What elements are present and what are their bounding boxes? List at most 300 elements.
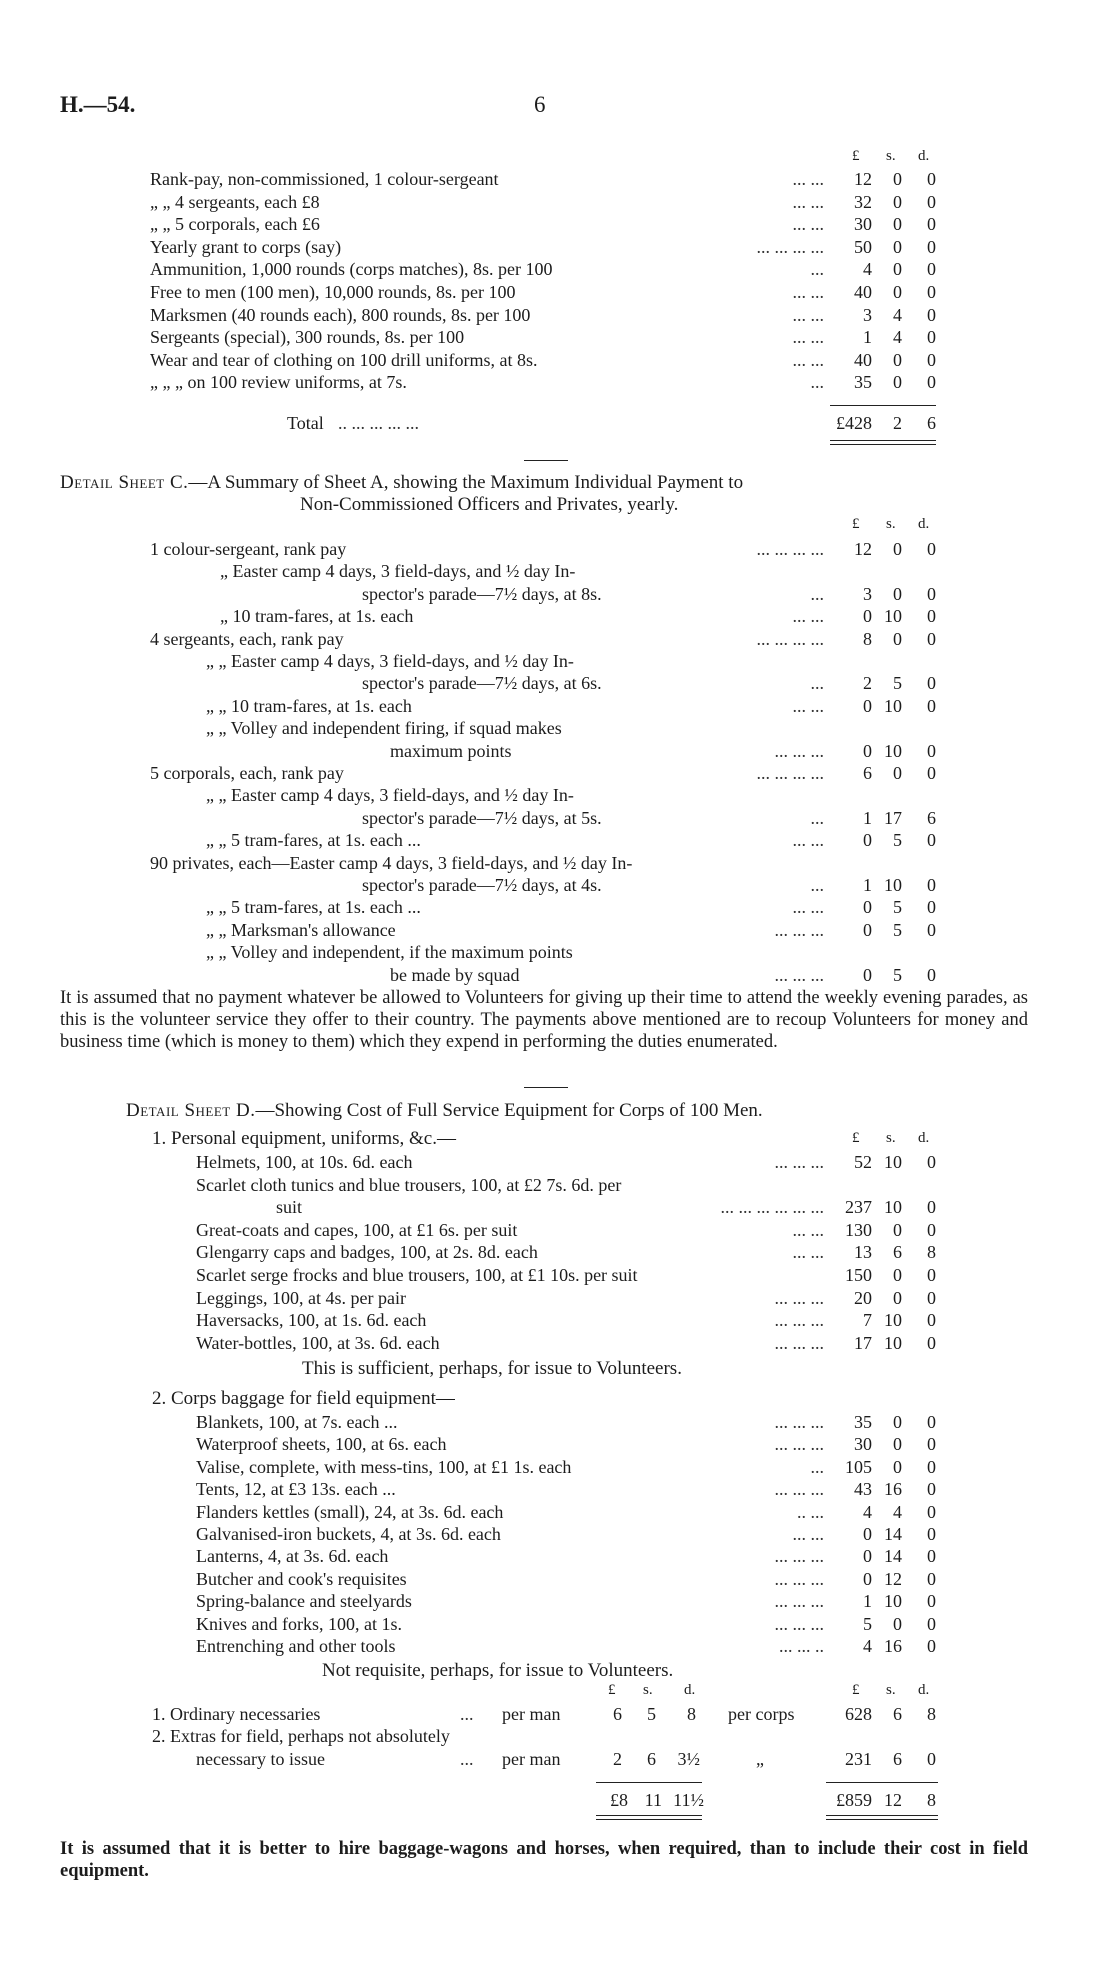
- ledger-row: [0, 1241, 1114, 1263]
- leader-dots: ... ...: [792, 897, 824, 918]
- ledger-row: [0, 896, 1114, 918]
- ledger-row: [0, 560, 1114, 582]
- pence-value: 0: [927, 1568, 936, 1589]
- leader-dots: ... ... ... ...: [756, 539, 824, 559]
- section-1-note: This is sufficient, perhaps, for issue to Volunteers.: [302, 1358, 682, 1379]
- per-corps-sum-rule: [826, 1782, 938, 1783]
- row-label: Scarlet serge frocks and blue trousers, 100, at £1 10s. per suit: [196, 1265, 638, 1285]
- pounds-value: 32: [854, 191, 872, 212]
- pounds-value: 35: [854, 1412, 872, 1432]
- leader-dots: ... ... ...: [774, 1479, 824, 1500]
- per-man-shillings-header: s.: [643, 1682, 653, 1698]
- row-label: „ Easter camp 4 days, 3 field-days, and ½ day In-: [220, 561, 576, 582]
- section-2-title: 2. Corps baggage for field equipment—: [152, 1388, 455, 1409]
- ledger-row: [0, 1590, 1114, 1612]
- total-double-rule: [830, 440, 936, 445]
- row-label: „ „ Easter camp 4 days, 3 field-days, and ½ day In-: [206, 785, 574, 806]
- leader-dots: ...: [460, 1704, 474, 1724]
- per-corps-pence: 8: [927, 1704, 936, 1724]
- pounds-value: 20: [854, 1287, 872, 1308]
- shillings-value: 0: [893, 1412, 902, 1432]
- leader-dots: ... ...: [792, 695, 824, 716]
- pounds-value: 0: [863, 1568, 872, 1589]
- document-reference: H.—54.: [60, 92, 136, 117]
- row-label: Yearly grant to corps (say): [150, 236, 342, 257]
- shillings-value: 5: [893, 673, 902, 694]
- pounds-value: 30: [854, 1434, 872, 1455]
- shillings-value: 17: [884, 807, 902, 828]
- shillings-value: 5: [893, 919, 902, 940]
- pence-value: 8: [927, 1242, 936, 1263]
- summary-total-row: [0, 1789, 1114, 1811]
- row-label: Entrenching and other tools: [196, 1636, 396, 1656]
- pence-value: 0: [927, 606, 936, 627]
- row-label: 4 sergeants, each, rank pay: [150, 628, 344, 649]
- pence-value: 0: [927, 1310, 936, 1331]
- leader-dots: ... ... ...: [774, 1310, 824, 1331]
- ledger-row: [0, 191, 1114, 213]
- pounds-value: 43: [854, 1479, 872, 1500]
- row-label: spector's parade—7½ days, at 5s.: [362, 807, 602, 828]
- shillings-value: 0: [893, 1456, 902, 1477]
- leader-dots: ... ... ... ...: [756, 628, 824, 649]
- row-label: spector's parade—7½ days, at 6s.: [362, 673, 602, 694]
- sheet-d-heading: [126, 1100, 763, 1122]
- per-corps-pounds-header: £: [852, 1682, 860, 1698]
- sheet-c-note: It is assumed that no payment whatever be allowed to Volunteers for giving up their time to attend the weekly evening parades, as this is the volunteer service they offer to their country. The payments above mentioned are to recoup Volunteers for money and business time (which is money to them) which they expend in performing the duties enumerated.: [60, 988, 1028, 1052]
- ledger-row: [0, 1332, 1114, 1354]
- shillings-value: 5: [893, 964, 902, 985]
- row-label: „ „ Volley and independent, if the maximum points: [206, 942, 573, 963]
- leader-dots: ...: [810, 259, 824, 280]
- per-man-total-shillings: 11: [644, 1790, 662, 1810]
- ledger-row: [0, 784, 1114, 806]
- pounds-value: 2: [863, 673, 872, 694]
- pounds-value: 3: [863, 304, 872, 325]
- pence-value: 0: [927, 897, 936, 918]
- leader-dots: ... ...: [792, 282, 824, 302]
- leader-dots: ... ... ...: [774, 964, 824, 985]
- leader-dots: ...: [810, 673, 824, 694]
- ledger-row: [0, 852, 1114, 874]
- ledger-row: [0, 168, 1114, 190]
- per-man-total-double-rule: [596, 1815, 702, 1820]
- leader-dots: ... ... ...: [774, 1332, 824, 1353]
- leader-dots: ... ... ...: [774, 1412, 824, 1432]
- total-shillings: 2: [893, 413, 902, 433]
- shillings-value: 4: [893, 304, 902, 325]
- pounds-value: 3: [863, 583, 872, 604]
- ledger-row: [0, 717, 1114, 739]
- ledger-row: [0, 1151, 1114, 1173]
- pounds-value: 6: [863, 763, 872, 783]
- row-label: be made by squad: [390, 964, 520, 985]
- pence-value: 0: [927, 875, 936, 895]
- row-label: Butcher and cook's requisites: [196, 1568, 407, 1589]
- per-man-pounds: 6: [613, 1704, 622, 1724]
- row-label: Wear and tear of clothing on 100 drill uniforms, at 8s.: [150, 349, 538, 370]
- row-label: „ „ Easter camp 4 days, 3 field-days, and ½ day In-: [206, 651, 574, 671]
- per-man-pounds-header: £: [608, 1682, 616, 1698]
- pounds-value: 105: [845, 1456, 872, 1477]
- row-label: Lanterns, 4, at 3s. 6d. each: [196, 1546, 389, 1567]
- shillings-value: 0: [893, 1287, 902, 1308]
- leader-dots: ... ... ... ...: [756, 236, 824, 257]
- pence-value: 0: [927, 1546, 936, 1567]
- leader-dots: ...: [810, 583, 824, 604]
- pence-value: 0: [927, 1265, 936, 1285]
- page-number: 6: [534, 92, 546, 117]
- pence-value: 0: [927, 1524, 936, 1544]
- ledger-row: [0, 1635, 1114, 1657]
- row-label: Glengarry caps and badges, 100, at 2s. 8d. each: [196, 1242, 538, 1263]
- shillings-value: 14: [884, 1546, 902, 1567]
- section-2-note: Not requisite, perhaps, for issue to Volunteers.: [322, 1660, 674, 1681]
- total-label: Total: [287, 413, 324, 433]
- shillings-value: 0: [893, 583, 902, 604]
- pounds-value: 0: [863, 1546, 872, 1567]
- summary-label: 1. Ordinary necessaries: [152, 1704, 321, 1724]
- row-label: Tents, 12, at £3 13s. each ...: [196, 1479, 396, 1500]
- shillings-value: 16: [884, 1479, 902, 1500]
- per-corps-pounds: 231: [845, 1749, 872, 1769]
- pence-value: 0: [927, 673, 936, 694]
- ledger-row: [0, 281, 1114, 303]
- pounds-value: 4: [863, 1501, 872, 1522]
- pounds-value: 1: [863, 327, 872, 348]
- leader-dots: ... ... ...: [774, 740, 824, 761]
- leader-dots: ... ...: [792, 327, 824, 348]
- pounds-value: 40: [854, 349, 872, 370]
- row-label: Knives and forks, 100, at 1s.: [196, 1613, 402, 1634]
- shillings-value: 10: [884, 695, 902, 716]
- per-corps-total-pence: 8: [927, 1790, 936, 1810]
- total-pounds: £428: [836, 413, 872, 433]
- shillings-value: 0: [893, 1434, 902, 1455]
- row-label: „ 10 tram-fares, at 1s. each: [220, 606, 414, 627]
- ledger-row: [0, 1174, 1114, 1196]
- ledger-row: [0, 1309, 1114, 1331]
- pence-value: 0: [927, 1152, 936, 1172]
- sheet-c-heading-line2: Non-Commissioned Officers and Privates, yearly.: [300, 494, 679, 515]
- pence-value: 0: [927, 1636, 936, 1656]
- ledger-row: [0, 829, 1114, 851]
- pence-value: 0: [927, 349, 936, 370]
- shillings-value: 10: [884, 875, 902, 895]
- shillings-value: 10: [884, 1152, 902, 1172]
- pounds-value: 13: [854, 1242, 872, 1263]
- leader-dots: ... ... ...: [774, 1613, 824, 1634]
- shillings-value: 10: [884, 1310, 902, 1331]
- row-label: „ „ 4 sergeants, each £8: [150, 191, 320, 212]
- leader-dots: ... ... ... ...: [756, 763, 824, 783]
- row-label: Rank-pay, non-commissioned, 1 colour-sergeant: [150, 169, 499, 189]
- leader-dots: ...: [460, 1749, 474, 1769]
- shillings-value: 0: [893, 763, 902, 783]
- shillings-value: 10: [884, 1332, 902, 1353]
- leader-dots: ... ...: [792, 606, 824, 627]
- pence-value: 0: [927, 628, 936, 649]
- shillings-value: 0: [893, 214, 902, 235]
- ledger-row: [0, 1287, 1114, 1309]
- per-man-total-pounds: £8: [610, 1790, 628, 1810]
- shillings-value: 0: [893, 169, 902, 189]
- row-label: spector's parade—7½ days, at 8s.: [362, 583, 602, 604]
- pence-value: 0: [927, 830, 936, 851]
- pounds-value: 8: [863, 628, 872, 649]
- sheet-c-title: Detail Sheet C.: [60, 472, 189, 493]
- shillings-value: 0: [893, 191, 902, 212]
- shillings-value: 0: [893, 372, 902, 393]
- pence-value: 0: [927, 1434, 936, 1455]
- row-label: „ „ 5 corporals, each £6: [150, 214, 320, 235]
- unit-label: per man: [502, 1704, 561, 1724]
- ledger-row: [0, 874, 1114, 896]
- row-label: maximum points: [390, 740, 512, 761]
- row-label: suit: [276, 1197, 303, 1218]
- pounds-value: 52: [854, 1152, 872, 1172]
- pounds-value: 0: [863, 606, 872, 627]
- summary-row-ordinary: [0, 1703, 1114, 1725]
- row-label: Galvanised-iron buckets, 4, at 3s. 6d. each: [196, 1524, 501, 1544]
- pence-value: 0: [927, 740, 936, 761]
- pounds-header: £: [852, 1130, 860, 1146]
- pence-value: 0: [927, 964, 936, 985]
- pence-value: 0: [927, 1501, 936, 1522]
- row-label: Water-bottles, 100, at 3s. 6d. each: [196, 1332, 440, 1353]
- leader-dots: ... ... ...: [774, 1434, 824, 1455]
- pence-value: 0: [927, 304, 936, 325]
- row-label: „ „ 5 tram-fares, at 1s. each ...: [206, 897, 421, 918]
- pence-value: 0: [927, 191, 936, 212]
- pounds-value: 0: [863, 1524, 872, 1544]
- ledger-row: [0, 628, 1114, 650]
- ledger-row: [0, 1196, 1114, 1218]
- shillings-value: 10: [884, 606, 902, 627]
- ledger-row: [0, 1545, 1114, 1567]
- ledger-row: [0, 740, 1114, 762]
- ledger-row: [0, 371, 1114, 393]
- leader-dots: ... ...: [792, 349, 824, 370]
- pounds-value: 50: [854, 236, 872, 257]
- ledger-row: [0, 1568, 1114, 1590]
- sheet-d-title: Detail Sheet D.: [126, 1100, 256, 1121]
- section-divider: [524, 460, 568, 461]
- pence-value: 0: [927, 259, 936, 280]
- pounds-value: 12: [854, 169, 872, 189]
- row-label: Helmets, 100, at 10s. 6d. each: [196, 1152, 413, 1172]
- pence-value: 0: [927, 1332, 936, 1353]
- row-label: Scarlet cloth tunics and blue trousers, 100, at £2 7s. 6d. per: [196, 1174, 622, 1195]
- row-label: Sergeants (special), 300 rounds, 8s. per 100: [150, 327, 465, 348]
- per-corps-shillings-header: s.: [886, 1682, 896, 1698]
- shillings-value: 10: [884, 1197, 902, 1218]
- ledger-row: [0, 258, 1114, 280]
- pounds-value: 130: [845, 1219, 872, 1240]
- pounds-value: 1: [863, 875, 872, 895]
- shillings-value: 10: [884, 740, 902, 761]
- per-man-pounds: 2: [613, 1749, 622, 1769]
- row-label: Flanders kettles (small), 24, at 3s. 6d. each: [196, 1501, 504, 1522]
- shillings-value: 0: [893, 1219, 902, 1240]
- per-man-shillings: 6: [647, 1749, 656, 1769]
- sheet-b-total-amount: [0, 412, 1114, 434]
- leader-dots: ... ...: [792, 191, 824, 212]
- row-label: Marksmen (40 rounds each), 800 rounds, 8s. per 100: [150, 304, 531, 325]
- pence-value: 0: [927, 695, 936, 716]
- row-label: Haversacks, 100, at 1s. 6d. each: [196, 1310, 427, 1331]
- row-label: Ammunition, 1,000 rounds (corps matches), 8s. per 100: [150, 259, 553, 280]
- pence-value: 0: [927, 583, 936, 604]
- shillings-value: 0: [893, 259, 902, 280]
- shillings-value: 14: [884, 1524, 902, 1544]
- per-corps-pence-header: d.: [918, 1682, 930, 1698]
- per-man-sum-rule: [596, 1782, 702, 1783]
- ledger-row: [0, 583, 1114, 605]
- pence-value: 0: [927, 1591, 936, 1612]
- shillings-value: 12: [884, 1568, 902, 1589]
- leader-dots: ... ...: [792, 830, 824, 851]
- pounds-value: 150: [845, 1265, 872, 1285]
- leader-dots: ... ...: [792, 169, 824, 189]
- pence-value: 0: [927, 1197, 936, 1218]
- pounds-value: 0: [863, 740, 872, 761]
- shillings-header: s.: [886, 148, 896, 164]
- row-label: „ „ Volley and independent firing, if squad makes: [206, 718, 562, 739]
- shillings-value: 0: [893, 349, 902, 370]
- ledger-row: [0, 1433, 1114, 1455]
- per-man-pence-header: d.: [684, 1682, 696, 1698]
- pence-value: 0: [927, 1219, 936, 1240]
- leader-dots: ... ...: [792, 304, 824, 325]
- ledger-row: [0, 919, 1114, 941]
- sheet-c-heading: [60, 472, 743, 494]
- ledger-row: [0, 650, 1114, 672]
- per-man-pence: 3½: [677, 1749, 700, 1769]
- shillings-header: s.: [886, 516, 896, 532]
- pence-value: 0: [927, 169, 936, 189]
- ledger-row: [0, 695, 1114, 717]
- leader-dots: ...: [810, 875, 824, 895]
- shillings-value: 4: [893, 1501, 902, 1522]
- row-label: „ „ 5 tram-fares, at 1s. each ...: [206, 830, 421, 851]
- summary-label: 2. Extras for field, perhaps not absolutely: [152, 1726, 450, 1746]
- leader-dots: ...: [810, 807, 824, 828]
- shillings-value: 16: [884, 1636, 902, 1656]
- leader-dots: ... ... ... ... ... ...: [720, 1197, 824, 1218]
- pence-value: 0: [927, 1456, 936, 1477]
- pounds-value: 0: [863, 897, 872, 918]
- shillings-value: 5: [893, 830, 902, 851]
- pounds-value: 7: [863, 1310, 872, 1331]
- pounds-value: 4: [863, 1636, 872, 1656]
- pence-value: 0: [927, 763, 936, 783]
- ledger-row: [0, 1523, 1114, 1545]
- pence-value: 0: [927, 1479, 936, 1500]
- per-corps-total-double-rule: [826, 1815, 938, 1820]
- pounds-value: 0: [863, 919, 872, 940]
- row-label: 90 privates, each—Easter camp 4 days, 3 field-days, and ½ day In-: [150, 852, 633, 873]
- section-divider: [524, 1087, 568, 1088]
- unit-label: per man: [502, 1749, 561, 1769]
- pence-value: 0: [927, 236, 936, 257]
- row-label: Great-coats and capes, 100, at £1 6s. per suit: [196, 1219, 518, 1240]
- pence-value: 0: [927, 282, 936, 302]
- row-label: Waterproof sheets, 100, at 6s. each: [196, 1434, 447, 1455]
- sheet-d-final-note: It is assumed that it is better to hire baggage-wagons and horses, when required, than to include their cost in field equipment.: [60, 1839, 1028, 1881]
- leader-dots: ... ...: [792, 214, 824, 235]
- pounds-header: £: [852, 516, 860, 532]
- pence-value: 0: [927, 372, 936, 393]
- section-1-title: 1. Personal equipment, uniforms, &c.—: [152, 1128, 456, 1149]
- row-label: spector's parade—7½ days, at 4s.: [362, 875, 602, 895]
- ledger-row: [0, 672, 1114, 694]
- pence-value: 0: [927, 1613, 936, 1634]
- leader-dots: ... ...: [792, 1524, 824, 1544]
- pence-value: 0: [927, 1412, 936, 1432]
- pounds-value: 5: [863, 1613, 872, 1634]
- row-label: „ „ 10 tram-fares, at 1s. each: [206, 695, 412, 716]
- pounds-value: 4: [863, 259, 872, 280]
- pence-value: 6: [927, 807, 936, 828]
- shillings-value: 5: [893, 897, 902, 918]
- per-corps-label: per corps: [728, 1704, 795, 1724]
- sum-rule: [830, 405, 936, 406]
- ledger-row: [0, 964, 1114, 986]
- ledger-row: [0, 762, 1114, 784]
- row-label: „ „ „ on 100 review uniforms, at 7s.: [150, 372, 407, 393]
- pence-header: d.: [918, 1130, 930, 1146]
- leader-dots: ... ...: [792, 1242, 824, 1263]
- ledger-row: [0, 1501, 1114, 1523]
- shillings-value: 0: [893, 628, 902, 649]
- leader-dots: ... ... ...: [774, 1287, 824, 1308]
- per-man-shillings: 5: [647, 1704, 656, 1724]
- pounds-header: £: [852, 148, 860, 164]
- shillings-value: 4: [893, 327, 902, 348]
- ledger-row: [0, 326, 1114, 348]
- ledger-row: [0, 1613, 1114, 1635]
- sheet-c-description: —A Summary of Sheet A, showing the Maximum Individual Payment to: [188, 472, 744, 493]
- pounds-value: 40: [854, 282, 872, 302]
- per-man-total-pence: 11½: [673, 1790, 704, 1810]
- pence-value: 0: [927, 539, 936, 559]
- pounds-value: 237: [845, 1197, 872, 1218]
- pounds-value: 1: [863, 1591, 872, 1612]
- per-corps-total-shillings: 12: [884, 1790, 902, 1810]
- ledger-row: [0, 1478, 1114, 1500]
- ledger-row: [0, 213, 1114, 235]
- shillings-value: 0: [893, 539, 902, 559]
- leader-dots: ...: [810, 1456, 824, 1477]
- ledger-row: [0, 807, 1114, 829]
- shillings-value: 10: [884, 1591, 902, 1612]
- pounds-value: 0: [863, 830, 872, 851]
- ledger-row: [0, 941, 1114, 963]
- ledger-row: [0, 1219, 1114, 1241]
- summary-row-extras: [0, 1748, 1114, 1770]
- pounds-value: 12: [854, 539, 872, 559]
- per-corps-pounds: 628: [845, 1704, 872, 1724]
- pence-header: d.: [918, 148, 930, 164]
- pence-value: 0: [927, 214, 936, 235]
- leader-dots: ... ... ...: [774, 1152, 824, 1172]
- shillings-value: 6: [893, 1242, 902, 1263]
- ledger-row: [0, 349, 1114, 371]
- leader-dots: .. ... ... ... ...: [338, 413, 419, 433]
- pence-header: d.: [918, 516, 930, 532]
- leader-dots: ... ...: [792, 1219, 824, 1240]
